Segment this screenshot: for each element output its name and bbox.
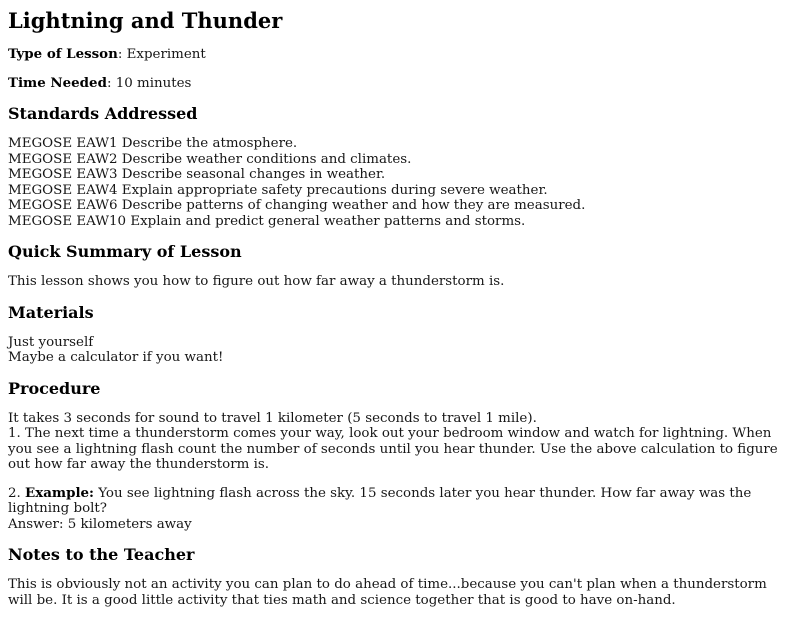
procedure-step-1-text: 1. The next time a thunderstorm comes your way, look out your bedroom window and watch for lightning. When you see a lightning flash count the number of seconds until you hear thunder. Use the above calculation to figure out how far away the thunderstorm is. [8, 426, 778, 472]
standards-list [8, 136, 792, 229]
lesson-type-row [8, 47, 792, 63]
standard-item: MEGOSE EAW3 Describe seasonal changes in weather. [8, 167, 386, 182]
standard-item: MEGOSE EAW10 Explain and predict general weather patterns and storms. [8, 213, 526, 229]
example-label: Example: [25, 484, 94, 501]
procedure-step-1 [8, 411, 792, 473]
procedure-heading: Procedure [8, 378, 101, 398]
example-text: You see lightning flash across the sky. 15 seconds later you hear thunder. How far away was the lightning bolt? [8, 485, 752, 516]
procedure-intro: It takes 3 seconds for sound to travel 1 kilometer (5 seconds to travel 1 mile). [8, 410, 537, 426]
time-needed-label: Time Needed [8, 74, 107, 91]
time-needed-row [8, 76, 792, 92]
material-item: Just yourself [8, 334, 94, 350]
material-item: Maybe a calculator if you want! [8, 350, 224, 365]
standards-heading: Standards Addressed [8, 104, 198, 123]
procedure-step-2 [8, 486, 792, 533]
time-needed-value: : 10 minutes [106, 75, 192, 91]
lesson-type-label: Type of Lesson [8, 46, 118, 62]
summary-text: This lesson shows you how to figure out how far away a thunderstorm is. [8, 274, 505, 289]
standard-item: MEGOSE EAW1 Describe the atmosphere. [8, 136, 298, 151]
example-answer: Answer: 5 kilometers away [8, 516, 192, 532]
materials-list [8, 335, 792, 366]
page-title: Lightning and Thunder [8, 8, 283, 33]
materials-heading: Materials [8, 302, 94, 322]
summary-heading: Quick Summary of Lesson [8, 242, 242, 261]
lesson-type-value: : Experiment [117, 47, 206, 62]
standard-item: MEGOSE EAW4 Explain appropriate safety precautions during severe weather. [8, 182, 548, 198]
procedure-step-2-prefix: 2. [8, 485, 26, 501]
standard-item: MEGOSE EAW6 Describe patterns of changing weather and how they are measured. [8, 198, 586, 213]
notes-heading: Notes to the Teacher [8, 545, 195, 564]
standard-item: MEGOSE EAW2 Describe weather conditions and climates. [8, 151, 412, 167]
notes-text: This is obviously not an activity you can plan to do ahead of time...because you can't plan when a thunderstorm will be. It is a good little activity that ties math and science together that is good to have on-hand. [8, 577, 767, 608]
